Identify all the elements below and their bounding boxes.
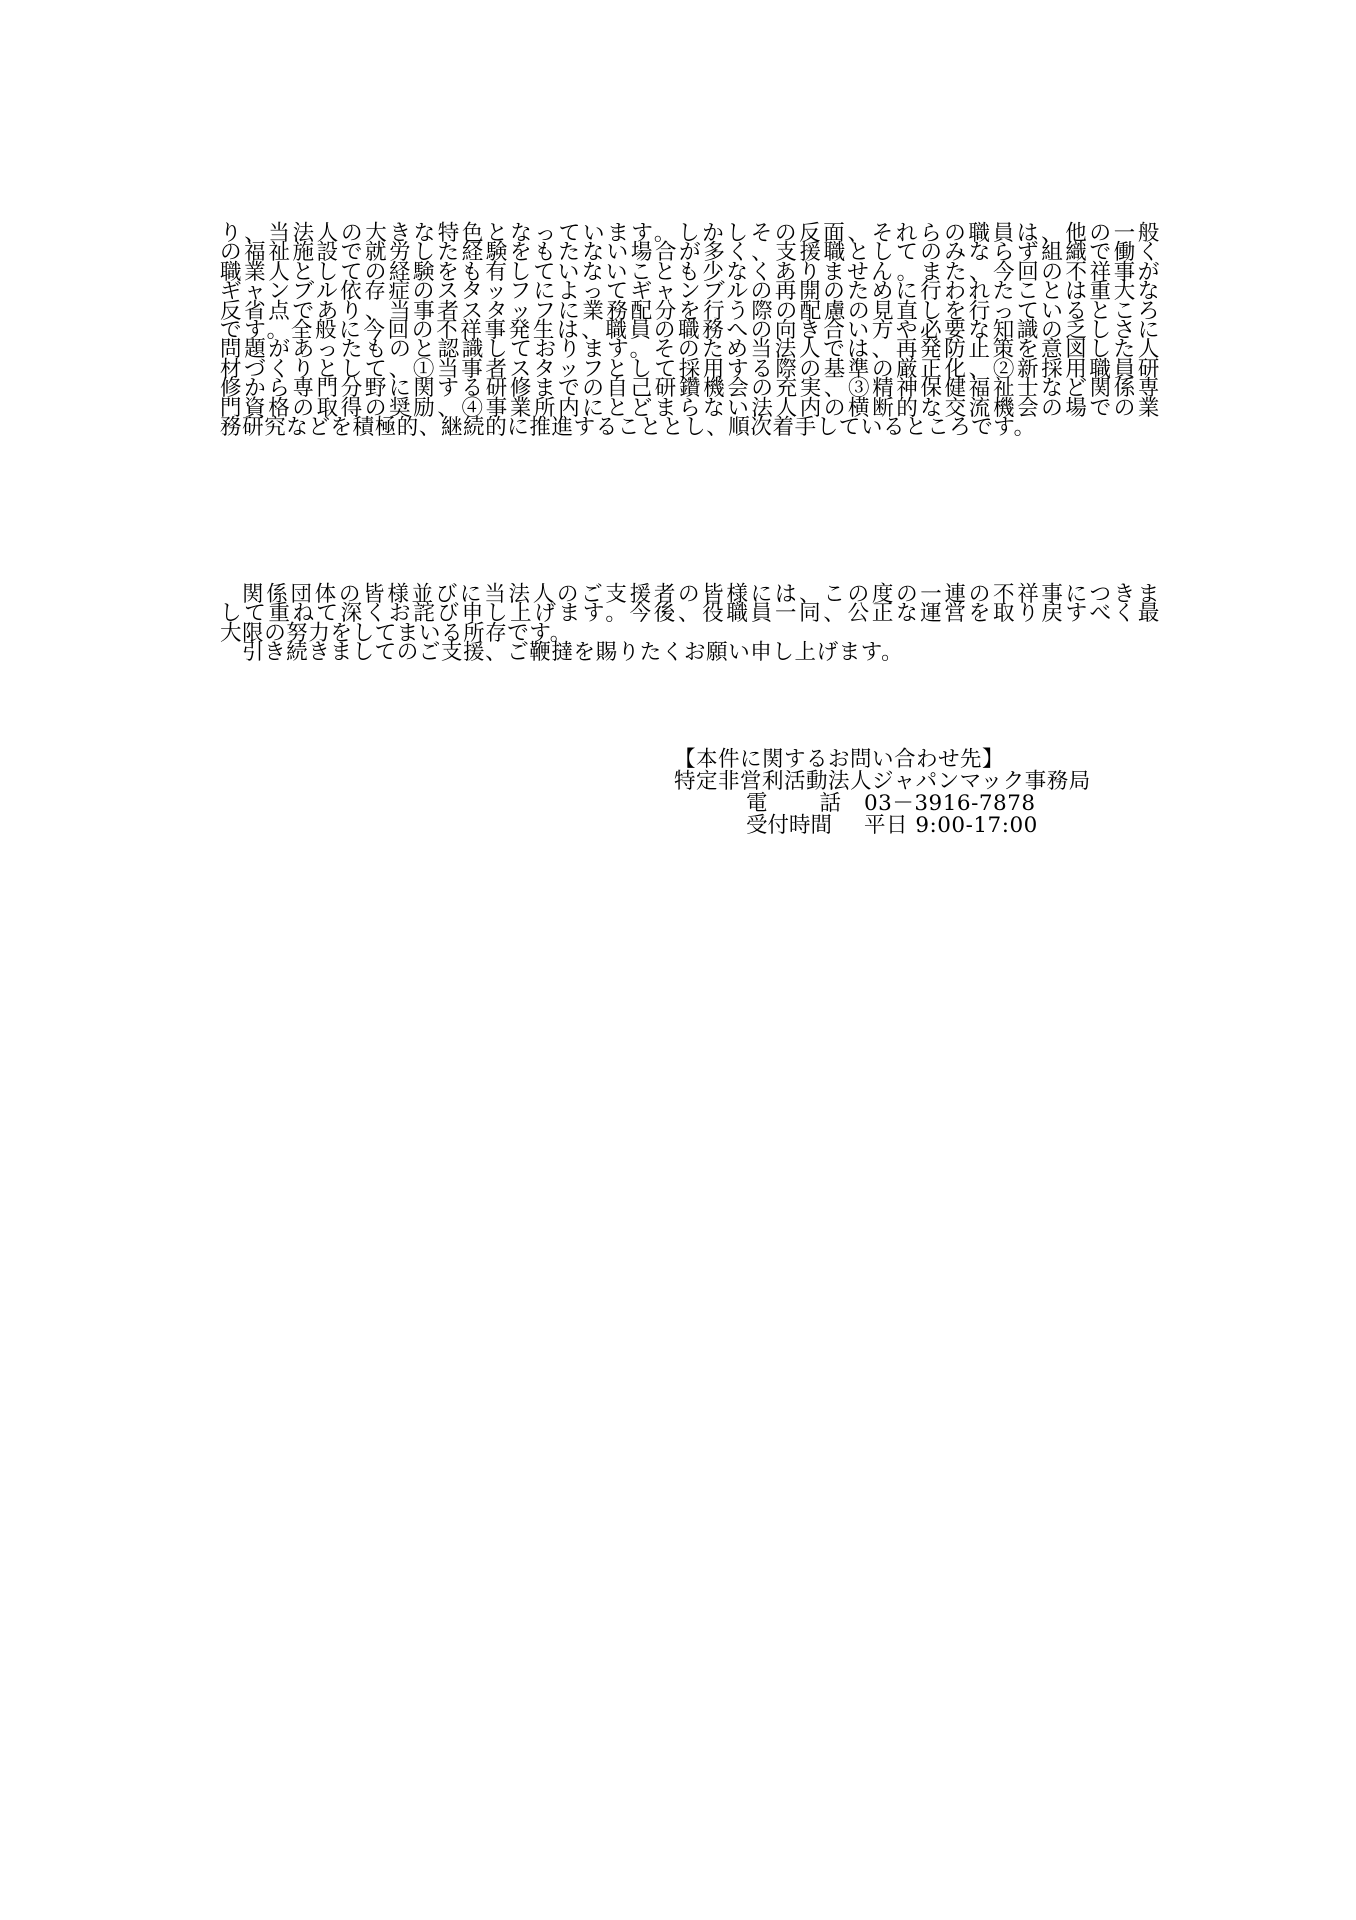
body-line: り、当法人の大きな特色となっています。しかしその反面、それらの職員は、他の一般 — [220, 221, 1160, 246]
hours-value: 平日 9:00-17:00 — [864, 813, 1038, 838]
body-line: ギャンブル依存症のスタッフによってギャンブルの再開のために行われたことは重大な — [220, 279, 1160, 305]
body-line: 職業人としての経験をも有していないことも少なくありません。また、今回の不祥事が — [220, 259, 1160, 285]
phone-label — [746, 793, 864, 815]
contact-organization: 特定非営利活動法人ジャパンマック事務局 — [674, 769, 1091, 794]
contact-block — [674, 749, 1154, 837]
body-paragraph-2 — [220, 582, 1160, 666]
phone-label-char: 電 — [746, 791, 768, 816]
body-line: 門資格の取得の奨励、④事業所内にとどまらない法人内の横断的な交流機会の場での業 — [220, 395, 1160, 421]
body-line: 問題があったものと認識しております。そのため当法人では、再発防止策を意図した人 — [220, 337, 1160, 363]
body-line: 関係団体の皆様並びに当法人のご支援者の皆様には、この度の一連の不祥事につきま — [242, 582, 1160, 607]
body-line: 引き続きましてのご支援、ご鞭撻を賜りたくお願い申し上げます。 — [242, 640, 904, 666]
phone-number: 03－3916-7878 — [864, 791, 1036, 816]
contact-heading: 【本件に関するお問い合わせ先】 — [674, 747, 1005, 772]
body-line: 務研究などを積極的、継続的に推進することとし、順次着手しているところです。 — [220, 415, 1036, 441]
body-line: 修から専門分野に関する研修までの自己研鑽機会の充実、③精神保健福祉士など関係専 — [220, 376, 1160, 402]
phone-label-char: 話 — [819, 791, 842, 816]
body-line: 大限の努力をしてまいる所存です。 — [220, 620, 572, 646]
contact-hours-row — [674, 815, 1154, 837]
contact-phone-row — [674, 793, 1154, 815]
body-line: です。全般に今回の不祥事発生は、職員の職務への向き合い方や必要な知識の乏しさに — [220, 318, 1160, 344]
body-line: 反省点であり、当事者スタッフに業務配分を行う際の配慮の見直しを行っているところ — [220, 298, 1160, 324]
body-line: の福祉施設で就労した経験をもたない場合が多く、支援職としてのみならず組織で働く — [220, 240, 1160, 266]
hours-label: 受付時間 — [746, 813, 833, 838]
body-line: して重ねて深くお詫び申し上げます。今後、役職員一同、公正な運営を取り戻すべく最 — [220, 601, 1160, 627]
body-paragraph-1 — [220, 221, 1160, 441]
body-line: 材づくりとして、①当事者スタッフとして採用する際の基準の厳正化、②新採用職員研 — [220, 356, 1160, 382]
